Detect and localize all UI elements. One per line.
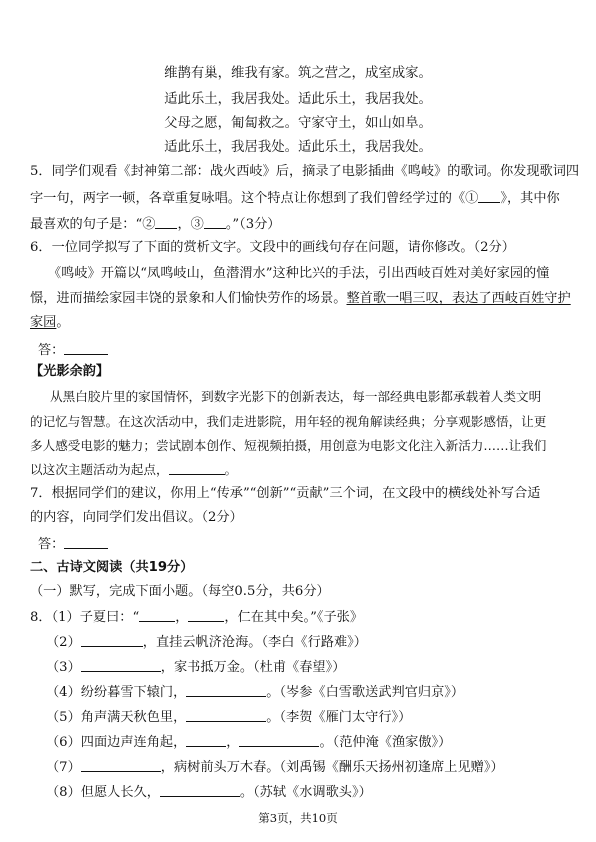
section-fill-blank[interactable] [169, 462, 225, 475]
q5-blank-2[interactable] [155, 216, 177, 229]
poem-line-3: 父母之愿，匍匐救之。守家守土，如山如阜。 [164, 116, 432, 131]
q5-text: 字一句，两字一顿，各章重复咏唱。这个特点让你想到了我们曾经学过的《① [30, 191, 479, 206]
poem-line-1: 维鹊有巢，维我有家。筑之营之，成室成家。 [164, 66, 432, 81]
q8-blank[interactable] [186, 734, 226, 747]
q8-text: （6）四面边声连角起， [46, 735, 187, 750]
q8-item-5 [46, 709, 411, 726]
q8-text: 。（范仲淹《渔家傲》） [319, 735, 452, 750]
q8-blank[interactable] [188, 609, 224, 622]
q8-text: 。（苏轼《水调歌头》） [239, 785, 372, 800]
q8-blank[interactable] [239, 734, 319, 747]
poem-line-2: 适此乐土，我居我处。适此乐土，我居我处。 [164, 92, 432, 107]
q6-title: 6．一位同学拟写了下面的赏析文字。文段中的画线句存在问题，请你修改。（2分） [30, 240, 515, 255]
q8-blank[interactable] [81, 634, 143, 647]
q5-text: ，③ [177, 217, 204, 232]
q8-text: （2） [46, 635, 81, 650]
q6-underlined-sentence: 整首歌一唱三叹，表达了西岐百姓守护 [346, 291, 571, 306]
q5-text: 最喜欢的句子是：“② [30, 217, 156, 232]
q8-text: （7） [46, 760, 81, 775]
q8-item-1 [30, 609, 363, 626]
q6-para-line-2 [30, 291, 571, 307]
q8-item-2 [46, 634, 367, 651]
q7-answer-line[interactable] [64, 536, 108, 549]
q5-blank-1[interactable] [478, 190, 500, 203]
q5-text: 。”（3分） [225, 217, 281, 232]
q8-text: ，仁在其中矣。”《子张》 [224, 610, 364, 625]
q8-item-7 [46, 759, 504, 776]
q8-text: 8．（1）子夏曰：“ [30, 610, 140, 625]
q8-blank[interactable] [81, 759, 161, 772]
section-text: 以这次主题活动为起点， [30, 462, 169, 477]
poem-line-4: 适此乐土，我居我处。适此乐土，我居我处。 [164, 140, 432, 155]
q5-blank-3[interactable] [204, 216, 226, 229]
q6-text: 。 [56, 315, 70, 330]
section-para-line-4 [30, 462, 237, 478]
q6-answer-line[interactable] [64, 342, 108, 355]
q5-line-2 [30, 190, 560, 207]
q8-text: ，家书抵万金。（杜甫《春望》） [160, 660, 346, 675]
q8-item-8 [46, 784, 372, 801]
q6-text: 憬，进而描绘家园丰饶的景象和人们愉快劳作的场景。 [30, 291, 347, 306]
part2-title: 二、古诗文阅读（共19分） [30, 560, 194, 575]
q8-text: ，直挂云帆济沧海。（李白《行路难》） [142, 635, 367, 650]
section-para-line-3: 多人感受电影的魅力；尝试剧本创作、短视频拍摄，用创意为电影文化注入新活力……让我们 [30, 438, 547, 453]
q6-para-line-3 [30, 315, 70, 331]
q8-item-4 [46, 684, 464, 701]
q7-line-2: 的内容，向同学们发出倡议。（2分） [30, 510, 243, 525]
answer-label: 答： [38, 537, 65, 552]
q7-line-1: 7．根据同学们的建议，你用上“传承”“创新”“贡献”三个词，在文段中的横线处补写合适 [30, 486, 541, 501]
q8-text: 。（李贺《雁门太守行》） [266, 710, 412, 725]
q8-blank[interactable] [81, 659, 161, 672]
q8-item-6 [46, 734, 451, 751]
q8-blank[interactable] [139, 609, 175, 622]
q5-line-3 [30, 216, 281, 233]
section-text: 。 [224, 462, 238, 477]
q7-answer [38, 536, 108, 553]
q6-underlined-sentence-end: 家园 [30, 315, 57, 330]
q8-text: （4）纷纷暮雪下辕门， [46, 685, 187, 700]
page-number: 第3页，共10页 [258, 811, 338, 825]
q8-text: ，病树前头万木春。（刘禹锡《酬乐天扬州初逢席上见赠》） [160, 760, 504, 775]
q8-item-3 [46, 659, 345, 676]
section-para-line-2: 的记忆与智慧。在这次活动中，我们走进影院，用年轻的视角解读经典；分享观影感悟，让更 [30, 414, 547, 429]
section-para-line-1: 从黑白胶片里的家国情怀，到数字光影下的创新表达，每一部经典电影都承载着人类文明 [50, 389, 542, 404]
q5-line-1: 5．同学们观看《封神第二部：战火西岐》后，摘录了电影插曲《鸣岐》的歌词。你发现歌词四 [30, 164, 580, 179]
q8-text: ， [226, 735, 240, 750]
q8-text: ， [175, 610, 189, 625]
q6-answer [38, 342, 108, 359]
answer-label: 答： [38, 343, 65, 358]
q6-para-line-1: 《鸣岐》开篇以“凤鸣岐山，鱼潜渭水”这种比兴的手法，引出西岐百姓对美好家园的憧 [48, 266, 550, 281]
q8-text: 。（岑参《白雪歌送武判官归京》） [266, 685, 465, 700]
q5-text: 》，其中你 [500, 191, 560, 206]
q8-blank[interactable] [186, 684, 266, 697]
part2-subtitle: （一）默写，完成下面小题。（每空0.5分，共6分） [30, 584, 330, 599]
q8-text: （5）角声满天秋色里， [46, 710, 187, 725]
q8-blank[interactable] [160, 784, 240, 797]
q8-text: （3） [46, 660, 81, 675]
section-label: 【光影余韵】 [30, 364, 110, 379]
q8-blank[interactable] [186, 709, 266, 722]
q8-text: （8）但愿人长久， [46, 785, 160, 800]
